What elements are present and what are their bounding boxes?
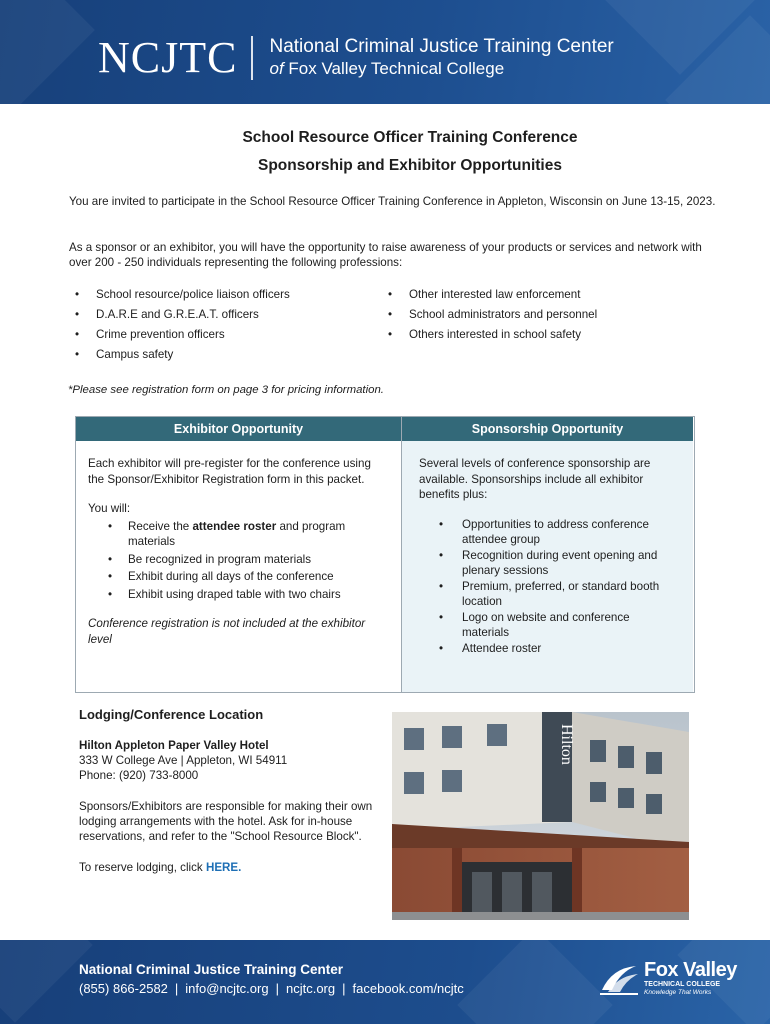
opportunity-table — [75, 416, 695, 693]
footer-contacts — [79, 981, 464, 996]
sponsorship-column — [402, 417, 693, 692]
professions-list-left — [69, 285, 290, 365]
exhibitor-column — [76, 417, 402, 692]
org-name: National Criminal Justice Training Center — [269, 36, 614, 57]
footer-facebook-link[interactable]: facebook.com/ncjtc — [352, 981, 464, 996]
hotel-name: Hilton Appleton Paper Valley Hotel — [79, 739, 269, 752]
list-item: • Be recognized in program materials — [102, 552, 389, 568]
list-item: • Attendee roster — [437, 641, 679, 657]
hotel-building-image — [392, 712, 689, 920]
pricing-note: *Please see registration form on page 3 for pricing information. — [68, 384, 384, 396]
fox-valley-logo — [598, 960, 737, 997]
lodging-section — [79, 707, 379, 875]
exhibitor-benefits-list — [102, 519, 389, 603]
exhibitor-heading: Exhibitor Opportunity — [76, 417, 401, 441]
hotel-address: 333 W College Ave | Appleton, WI 54911 — [79, 754, 288, 767]
list-item: • Exhibit using draped table with two chairs — [102, 587, 389, 603]
list-item: • Opportunities to address conference attendee group — [437, 517, 679, 548]
sponsorship-heading: Sponsorship Opportunity — [402, 417, 693, 441]
footer-phone[interactable]: (855) 866-2582 — [79, 981, 168, 996]
professions-list-right — [382, 285, 597, 345]
footer-banner — [0, 940, 770, 1024]
list-item: • School administrators and personnel — [382, 305, 597, 325]
exhibitor-footnote: Conference registration is not included at the exhibitor level — [88, 617, 366, 646]
footer-separator: | — [275, 981, 279, 996]
org-affiliation-of: of — [269, 59, 284, 78]
footer-org-name: National Criminal Justice Training Center — [79, 962, 344, 977]
exhibitor-intro: Each exhibitor will pre-register for the conference using the Sponsor/Exhibitor Registration form in this packet. — [88, 457, 371, 486]
list-item: • Exhibit during all days of the conference — [102, 569, 389, 585]
list-item: • Campus safety — [69, 345, 290, 365]
title-line-1: School Resource Officer Training Conference — [242, 129, 578, 146]
list-item: • Other interested law enforcement — [382, 285, 597, 305]
lodging-responsibility: Sponsors/Exhibitors are responsible for making their own lodging arrangements with the hotel. Ask for in-house reservations, and refer to the "School Resource Block". — [79, 800, 373, 843]
list-item: • Others interested in school safety — [382, 325, 597, 345]
sponsorship-intro: Several levels of conference sponsorship are available. Sponsorships include all exhibitor benefits plus: — [419, 457, 651, 501]
list-item: • Premium, preferred, or standard booth location — [437, 579, 679, 610]
fox-valley-swoosh-icon — [598, 962, 640, 996]
list-item: • Receive the attendee roster and program materials — [102, 519, 389, 550]
fox-valley-tagline: Knowledge That Works — [644, 989, 712, 996]
list-item: • Recognition during event opening and plenary sessions — [437, 548, 679, 579]
fox-valley-sub: TECHNICAL COLLEGE — [644, 981, 721, 988]
footer-website-link[interactable]: ncjtc.org — [285, 981, 336, 996]
page-title — [0, 124, 770, 180]
sponsorship-benefits-list — [437, 517, 679, 657]
hotel-photo — [392, 712, 689, 920]
org-affiliation-college: Fox Valley Technical College — [288, 59, 505, 78]
hotel-info — [79, 738, 379, 783]
footer-separator: | — [342, 981, 346, 996]
lodging-heading: Lodging/Conference Location — [79, 707, 264, 722]
title-line-2: Sponsorship and Exhibitor Opportunities — [258, 157, 562, 174]
reserve-here-link[interactable]: HERE. — [205, 861, 242, 874]
ncjtc-logo-text: NCJTC — [98, 36, 253, 80]
intro-invite: You are invited to participate in the School Resource Officer Training Conference in Appleton, Wisconsin on June 13-15, 2023. — [69, 195, 716, 208]
header-banner — [0, 0, 770, 104]
list-item: • Crime prevention officers — [69, 325, 290, 345]
list-item: • Logo on website and conference materials — [437, 610, 679, 641]
list-item: • D.A.R.E and G.R.E.A.T. officers — [69, 305, 290, 325]
list-item: • School resource/police liaison officers — [69, 285, 290, 305]
fox-valley-name: Fox Valley — [644, 959, 737, 981]
footer-separator: | — [174, 981, 179, 996]
hotel-sign: Hilton — [558, 724, 575, 765]
exhibitor-you-will: You will: — [88, 502, 131, 515]
intro-network: As a sponsor or an exhibitor, you will have the opportunity to raise awareness of your products or services and network with over 200 - 250 individuals representing the following professions: — [69, 241, 702, 269]
reserve-lodging — [79, 860, 379, 875]
hotel-phone: Phone: (920) 733-8000 — [79, 769, 199, 782]
footer-email-link[interactable]: info@ncjtc.org — [185, 981, 269, 996]
reserve-text: To reserve lodging, click — [79, 861, 206, 874]
ncjtc-logo — [98, 33, 614, 82]
org-affiliation — [269, 58, 613, 80]
